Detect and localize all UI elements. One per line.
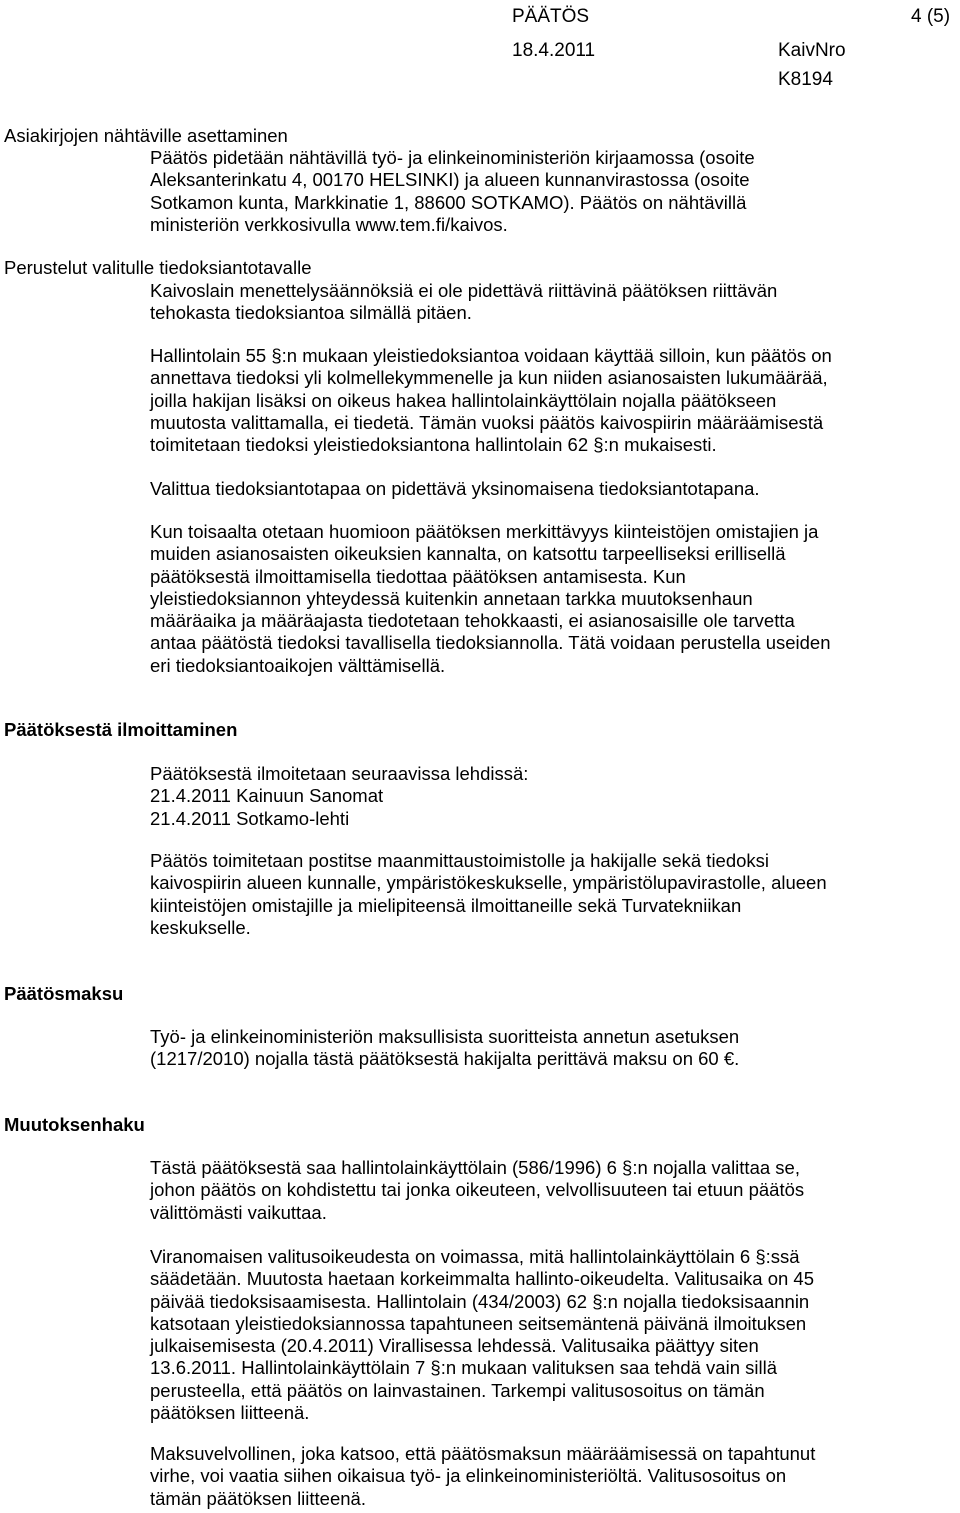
text-line: Päätös toimitetaan postitse maanmittaustoimistolle ja hakijalle sekä tiedoksi — [150, 850, 770, 871]
paragraph — [150, 1026, 958, 1071]
text-line: Työ- ja elinkeinoministeriön maksullisista suoritteista annetun asetuksen — [150, 1026, 740, 1047]
text-line: katsotaan yleistiedoksiannossa tapahtuneen seitsemäntenä päivänä ilmoituksen — [150, 1312, 807, 1334]
text-line: Aleksanterinkatu 4, 00170 HELSINKI) ja alueen kunnanvirastossa (osoite — [150, 169, 750, 191]
section-body-perustelut-p1 — [150, 280, 958, 325]
paragraph — [150, 345, 958, 456]
section-title-maksu: Päätösmaksu — [4, 983, 124, 1004]
section-body-muutoksenhaku-p1 — [150, 1157, 958, 1224]
text-line: Päätöksestä ilmoitetaan seuraavissa lehdissä: — [150, 763, 529, 784]
text-line: kiinteistöjen omistajille ja mielipiteensä ilmoittaneille sekä Turvatekniikan — [150, 894, 742, 916]
text-line: johon päätös on kohdistettu tai jonka oikeuteen, velvollisuuteen tai etuun päätös — [150, 1179, 805, 1201]
text-line: virhe, voi vaatia siihen oikaisua työ- ja elinkeinoministeriöltä. Valitusosoitus on — [150, 1465, 787, 1487]
paragraph — [150, 147, 958, 236]
text-line: muiden asianosaisten oikeuksien kannalta, on katsottu tarpeelliseksi erillisellä — [150, 543, 786, 565]
text-line: eri tiedoksiantoaikojen välttämisellä. — [150, 654, 446, 676]
text-line: välittömästi vaikuttaa. — [150, 1201, 327, 1223]
text-line: kaivospiirin alueen kunnalle, ympäristökeskukselle, ympäristölupavirastolle, alueen — [150, 872, 827, 894]
section-title-nahtaville: Asiakirjojen nähtäville asettaminen — [4, 125, 288, 146]
paragraph — [150, 521, 958, 677]
section-body-perustelut-p3 — [150, 478, 958, 500]
text-line: Hallintolain 55 §:n mukaan yleistiedoksiantoa voidaan käyttää silloin, kun päätös on — [150, 345, 832, 366]
text-line: keskukselle. — [150, 916, 251, 938]
section-body-ilmoittaminen-p2 — [150, 850, 958, 939]
page-number: 4 (5) — [911, 6, 951, 27]
text-line: yleistiedoksiannon yhteydessä kuitenkin annetaan tarkka muutoksenhaun — [150, 587, 753, 609]
text-line: Valittua tiedoksiantotapaa on pidettävä yksinomaisena tiedoksiantotapana. — [150, 478, 760, 499]
section-title-ilmoittaminen: Päätöksestä ilmoittaminen — [4, 719, 238, 740]
section-title-perustelut: Perustelut valitulle tiedoksiantotavalle — [4, 257, 312, 278]
text-line: päätöksen liitteenä. — [150, 1402, 310, 1424]
ref-number: K8194 — [778, 69, 833, 90]
text-line: säädetään. Muutosta haetaan korkeimmalta hallinto-oikeudelta. Valitusaika on 45 — [150, 1268, 815, 1290]
text-line: Kaivoslain menettelysäännöksiä ei ole pidettävä riittävinä päätöksen riittävän — [150, 280, 778, 301]
text-line: päivää tiedoksisaamisesta. Hallintolain (434/2003) 62 §:n nojalla tiedoksisaannin — [150, 1290, 810, 1312]
text-line: Viranomaisen valitusoikeudesta on voimassa, mitä hallintolainkäyttölain 6 §:ssä — [150, 1246, 800, 1267]
paragraph — [150, 1443, 958, 1510]
text-line: perusteella, että päätös on lainvastainen. Tarkempi valitusosoitus on tämän — [150, 1379, 765, 1401]
text-line: tehokasta tiedoksiantoa silmällä pitäen. — [150, 302, 472, 324]
text-line: toimitetaan tiedoksi yleistiedoksiantona hallintolain 62 §:n mukaisesti. — [150, 434, 717, 456]
text-line: päätöksestä ilmoittamisella tiedottaa päätöksen antamisesta. Kun — [150, 565, 686, 587]
page-header — [0, 0, 960, 100]
section-body-muutoksenhaku-p3 — [150, 1443, 958, 1510]
section-body-perustelut-p2 — [150, 345, 958, 456]
ref-label: KaivNro — [778, 40, 846, 61]
paragraph — [150, 850, 958, 939]
section-body-perustelut-p4 — [150, 521, 958, 677]
section-body-muutoksenhaku-p2 — [150, 1246, 958, 1424]
text-line: ministeriön verkkosivulla www.tem.fi/kaivos. — [150, 213, 508, 235]
section-body-maksu — [150, 1026, 958, 1071]
paragraph — [150, 1246, 958, 1424]
paragraph — [150, 1157, 958, 1224]
text-line: annettava tiedoksi yli kolmellekymmenelle ja kun niiden asianosaisten lukumäärää, — [150, 367, 828, 389]
section-body-ilmoittaminen-p1 — [150, 763, 958, 830]
text-line: antaa päätöstä tiedoksi tavallisella tiedoksiannolla. Tätä voidaan perustella useiden — [150, 632, 831, 654]
text-line: muutosta valittamalla, ei tiedetä. Tämän vuoksi päätös kaivospiirin määräämisestä — [150, 411, 824, 433]
text-line: tämän päätöksen liitteenä. — [150, 1487, 366, 1509]
text-line: 21.4.2011 Kainuun Sanomat — [150, 785, 384, 807]
paragraph — [150, 280, 958, 325]
text-line: Päätös pidetään nähtävillä työ- ja elinkeinoministeriön kirjaamossa (osoite — [150, 147, 755, 168]
section-title-muutoksenhaku: Muutoksenhaku — [4, 1114, 145, 1135]
text-line: Maksuvelvollinen, joka katsoo, että päätösmaksun määräämisessä on tapahtunut — [150, 1443, 816, 1464]
paragraph — [150, 478, 958, 500]
text-line: (1217/2010) nojalla tästä päätöksestä hakijalta perittävä maksu on 60 €. — [150, 1048, 740, 1070]
text-line: Sotkamon kunta, Markkinatie 1, 88600 SOTKAMO). Päätös on nähtävillä — [150, 191, 747, 213]
text-line: Tästä päätöksestä saa hallintolainkäyttölain (586/1996) 6 §:n nojalla valittaa se, — [150, 1157, 800, 1178]
text-line: joilla hakijan lisäksi on oikeus hakea hallintolainkäyttölain nojalla päätökseen — [150, 389, 777, 411]
doc-date: 18.4.2011 — [512, 40, 596, 61]
text-line: Kun toisaalta otetaan huomioon päätöksen merkittävyys kiinteistöjen omistajien ja — [150, 521, 819, 542]
text-line: määräaika ja määräajasta tiedotetaan tehokkaasti, ei asianosaisille ole tarvetta — [150, 610, 795, 632]
text-line: julkaisemisesta (20.4.2011) Virallisessa lehdessä. Valitusaika päättyy siten — [150, 1335, 759, 1357]
section-body-nahtaville — [150, 147, 958, 236]
paragraph — [150, 763, 958, 830]
doc-type: PÄÄTÖS — [512, 6, 590, 27]
text-line: 13.6.2011. Hallintolainkäyttölain 7 §:n mukaan valituksen saa tehdä vain sillä — [150, 1357, 777, 1379]
text-line: 21.4.2011 Sotkamo-lehti — [150, 807, 350, 829]
